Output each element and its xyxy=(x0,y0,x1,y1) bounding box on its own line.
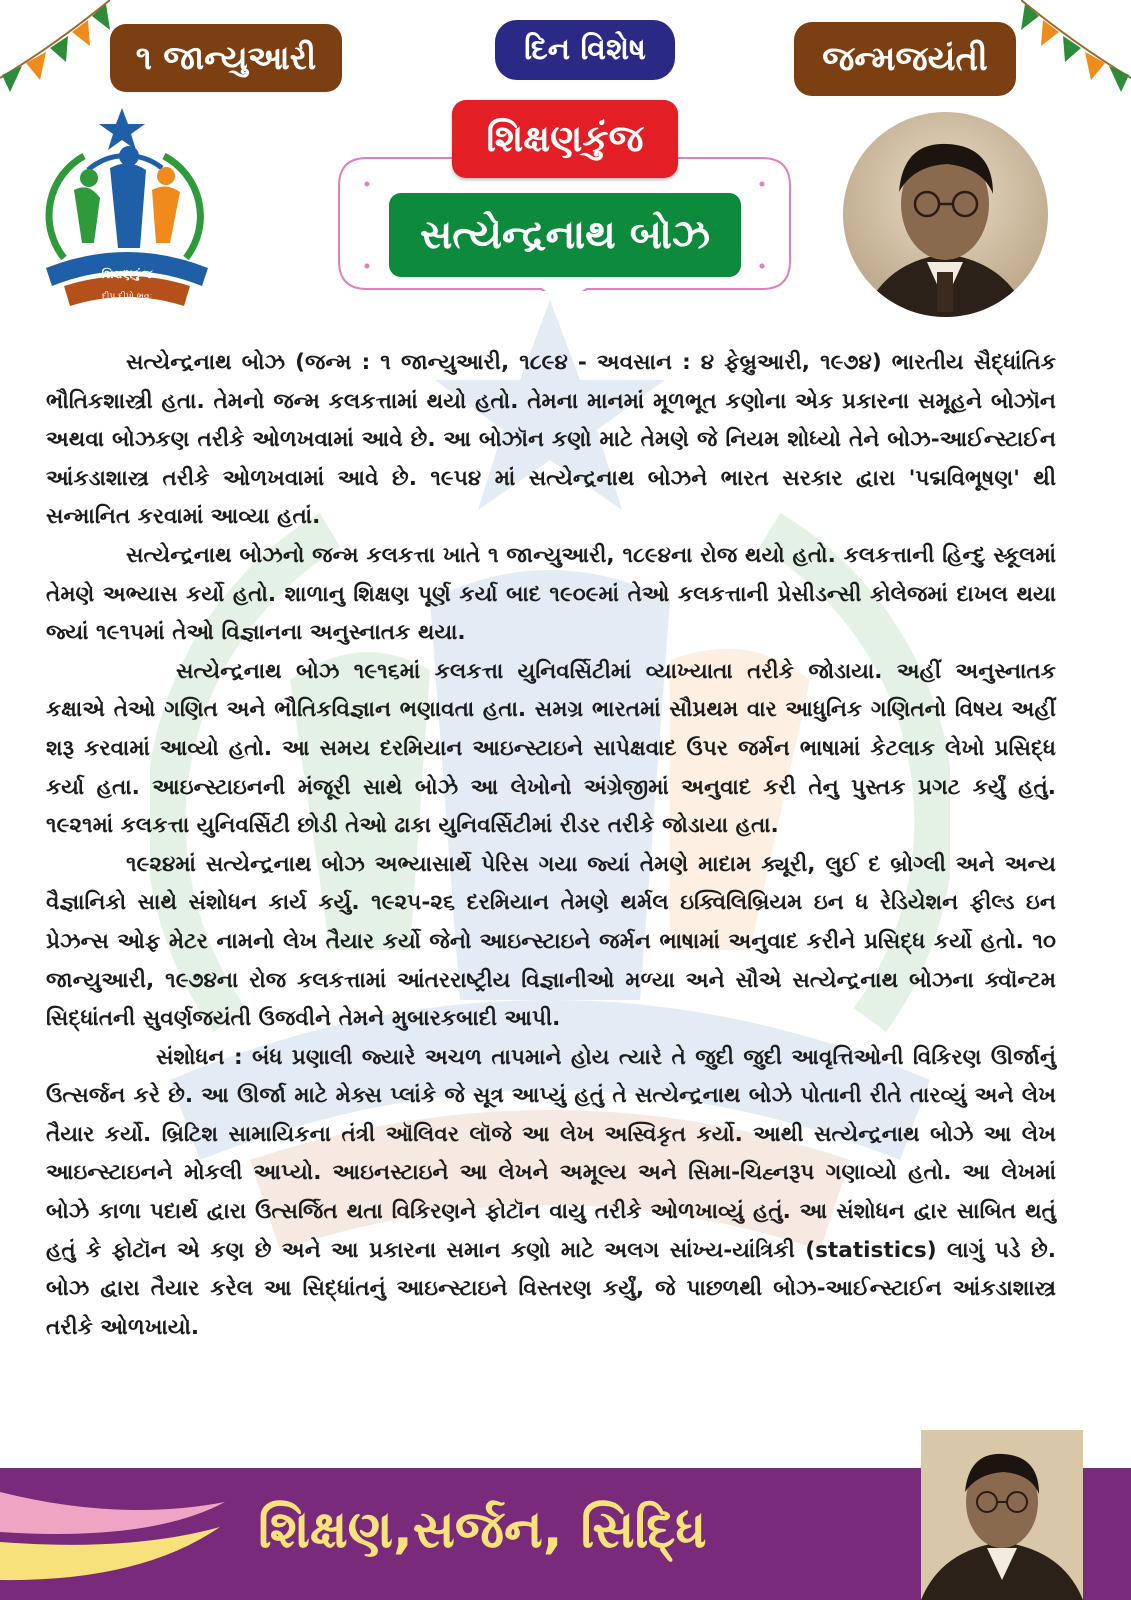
logo-motto: દીપ દીપો ભવઃ xyxy=(101,292,153,302)
paragraph-paris: ૧૯૨૪માં સત્યેન્દ્રનાથ બોઝ અભ્યાસાર્થે પેરિસ ગયા જ્યાં તેમણે માદામ ક્યૂરી, લુઈ દ બ્રોગ્લી અને અન્ય વૈજ્ઞાનિકો સાથે સંશોધન કાર્ય કર્યુ. ૧૯૨૫-૨૬ દરમિયાન તેમણે થર્મલ ઇક્વિલિબ્રિયમ ઇન ધ રેડિયેશન ફીલ્ડ ઇન પ્રેઝન્સ ઓફ મેટર નામનો લેખ તૈયાર કર્યો જેનો આઇન્સ્ટાઇને જર્મન ભાષામાં અનુવાદ કરીને પ્રસિદ્ધ કર્યો હતો. ૧૦ જાન્યુઆરી, ૧૯૭૪ના રોજ કલકત્તામાં આંતરરાષ્ટ્રીય વિજ્ઞાનીઓ મળ્યા અને સૌએ સત્યેન્દ્રનાથ બોઝના ક્વૉન્ટમ સિદ્ધાંતની સુવર્ણજયંતી ઉજવીને તેમને મુબારકબાદી આપી. xyxy=(46,851,1056,1032)
paragraph-career: સત્યેન્દ્રનાથ બોઝ ૧૯૧૬માં કલકત્તા યુનિવર્સિટીમાં વ્યાખ્યાતા તરીકે જોડાયા. અહીં અનુસ્નાતક કક્ષાએ તેઓ ગણિત અને ભૌતિકવિજ્ઞાન ભણાવતા હતા. સમગ્ર ભારતમાં સૌપ્રથમ વાર આધુનિક ગણિતનો વિષય અહીં શરૂ કરવામાં આવ્યો હતો. આ સમય દરમિયાન આઇન્સ્ટાઇને સાપેક્ષવાદ ઉપર જર્મન ભાષામાં કેટલાક લેખો પ્રસિદ્ધ કર્યા હતા. આઇન્સ્ટાઇનની મંજૂરી સાથે બોઝે આ લેખોનો અંગ્રેજીમાં અનુવાદ કરી તેનુ પુસ્તક પ્રગટ કર્યું હતું. ૧૯૨૧માં કલકત્તા યુનિવર્સિટી છોડી તેઓ ઢાકા યુનિવર્સિટીમાં રીડર તરીકે જોડાયા હતા. xyxy=(46,658,1056,839)
person-name-badge: સત્યેન્દ્રનાથ બોઝ xyxy=(389,193,741,277)
swoosh-decoration xyxy=(0,1482,230,1582)
article-body xyxy=(46,344,1056,1347)
paragraph-early-life: સત્યેન્દ્રનાથ બોઝનો જન્મ કલકત્તા ખાતે ૧ જાન્યુઆરી, ૧૮૯૪ના રોજ થયો હતો. કલકત્તાની હિન્દુ સ્કૂલમાં તેમણે અભ્યાસ કર્યો હતો. શાળાનુ શિક્ષણ પૂર્ણ કર્યા બાદ ૧૯૦૯માં તેઓ કલકત્તાની પ્રેસીડન્સી કોલેજમાં દાખલ થયા જ્યાં ૧૯૧૫માં તેઓ વિજ્ઞાનના અનુસ્નાતક થયા. xyxy=(46,542,1056,646)
footer-tagline: શિક્ષણ,સર્જન, સિદ્ધિ xyxy=(258,1500,707,1560)
birth-anniversary-badge: જન્મજયંતી xyxy=(794,22,1016,96)
paragraph-intro: સત્યેન્દ્રનાથ બોઝ (જન્મ : ૧ જાન્યુઆરી, ૧૮૯૪ - અવસાન : ૪ ફેબ્રુઆરી, ૧૯૭૪) ભારતીય સૈદ્ધાંતિક ભૌતિકશાસ્ત્રી હતા. તેમનો જન્મ કલકત્તામાં થયો હતો. તેમના માનમાં મૂળભૂત કણોના એક પ્રકારના સમૂહને બોઝૉન અથવા બોઝકણ તરીકે ઓળખવામાં આવે છે. આ બોઝૉન કણો માટે તેમણે જે નિયમ શોધ્યો તેને બોઝ-આઈન્સ્ટાઈન આંકડાશાસ્ત્ર તરીકે ઓળખવામાં આવે છે. ૧૯૫૪ માં સત્યેન્દ્રનાથ બોઝને ભારત સરકાર દ્વારા 'પદ્મવિભૂષણ' થી સન્માનિત કરવામાં આવ્યા હતાં. xyxy=(46,350,1056,530)
shikshankunj-logo xyxy=(44,108,210,306)
paragraph-research: સંશોધન : બંધ પ્રણાલી જ્યારે અચળ તાપમાને હોય ત્યારે તે જુદી જુદી આવૃત્તિઓની વિકિરણ ઊર્જાનું ઉત્સર્જન કરે છે. આ ઊર્જા માટે મેક્સ પ્લાંકે જે સૂત્ર આપ્યું હતું તે સત્યેન્દ્રનાથ બોઝે પોતાની રીતે તારવ્યું અને લેખ તૈયાર કર્યો. બ્રિટિશ સામાયિકના તંત્રી ઑલિવર લૉજે આ લેખ અસ્વિકૃત કર્યો. આથી સત્યેન્દ્રનાથ બોઝે આ લેખ આઇન્સ્ટાઇનને મોકલી આપ્યો. આઇનસ્ટાઇને આ લેખને અમૂલ્ય અને સિમા-ચિહ્નરૂપ ગણાવ્યો હતો. આ લેખમાં બોઝે કાળા પદાર્થ દ્વારા ઉત્સર્જિત થતા વિકિરણને ફોટૉન વાયુ તરીકે ઓળખાવ્યું હતું. આ સંશોધન દ્વાર સાબિત થતું હતું કે ફોટૉન એ કણ છે અને આ પ્રકારના સમાન કણો માટે અલગ સાંખ્ય-યાંત્રિકી (statistics) લાગું પડે છે. બોઝ દ્વારા તૈયાર કરેલ આ સિદ્ધાંતનું આઇન્સ્ટાઇને વિસ્તરણ કર્યું, જે પાછળથી બોઝ-આઈન્સ્ટાઈન આંકડાશાસ્ત્ર તરીકે ઓળખાયો. xyxy=(46,1044,1056,1340)
logo-label: શિક્ષણકુંજ xyxy=(101,267,153,281)
bunting-left-decoration xyxy=(0,0,110,95)
star-icon xyxy=(99,108,145,150)
date-badge: ૧ જાન્યુઆરી xyxy=(110,24,342,92)
day-special-badge: દિન વિશેષ xyxy=(495,20,675,80)
portrait-photo-bottom xyxy=(921,1430,1083,1600)
bunting-right-decoration xyxy=(1021,0,1131,95)
portrait-photo xyxy=(843,112,1048,317)
brand-badge: શિક્ષણકુંજ xyxy=(452,100,678,178)
